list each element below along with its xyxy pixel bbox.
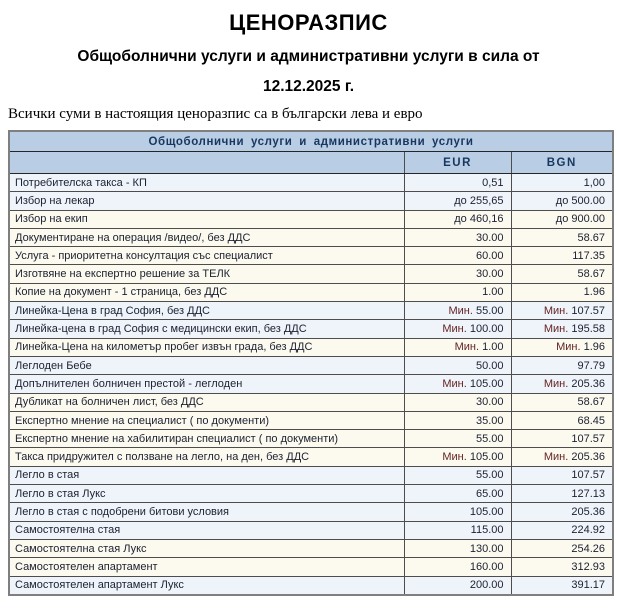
- table-row: [9, 558, 613, 576]
- table-row: [9, 503, 613, 521]
- eur-price-cell: 30.00: [404, 265, 511, 283]
- table-row: [9, 338, 613, 356]
- bgn-price-cell: 97.79: [511, 356, 613, 374]
- eur-price-cell: 160.00: [404, 558, 511, 576]
- bgn-price-cell: 117.35: [511, 247, 613, 265]
- page-title: ЦЕНОРАЗПИС: [229, 10, 388, 35]
- min-prefix: Мин.: [442, 377, 470, 390]
- table-row: [9, 174, 613, 192]
- bgn-price-cell: до 500.00: [511, 192, 613, 210]
- min-prefix: Мин.: [543, 451, 572, 464]
- price-table-body: [9, 174, 613, 595]
- currency-note: Всички суми в настоящия ценоразпис са в български лева и евро: [8, 106, 423, 122]
- eur-price-cell: 55.00: [404, 430, 511, 448]
- table-row: [9, 356, 613, 374]
- service-name-cell: Линейка-Цена на километър пробег извън града, без ДДС: [9, 338, 404, 356]
- service-name-cell: Самостоятелна стая: [9, 521, 404, 539]
- bgn-price-cell: 1,00: [511, 174, 613, 192]
- eur-price-cell: Мин. 105.00: [404, 448, 511, 466]
- eur-price-cell: Мин. 55.00: [404, 302, 511, 320]
- bgn-price-cell: Мин. 107.57: [511, 302, 613, 320]
- eur-price-cell: до 255,65: [404, 192, 511, 210]
- service-name-cell: Легло в стая: [9, 466, 404, 484]
- min-prefix: Мин.: [454, 341, 483, 354]
- service-name-cell: Експертно мнение на специалист ( по документи): [9, 411, 404, 429]
- bgn-price-cell: 391.17: [511, 576, 613, 595]
- eur-price-cell: Мин. 105.00: [404, 375, 511, 393]
- eur-price-cell: Мин. 1.00: [404, 338, 511, 356]
- bgn-price-cell: 58.67: [511, 393, 613, 411]
- document-header: [0, 0, 617, 96]
- table-row: [9, 320, 613, 338]
- eur-price-cell: 50.00: [404, 356, 511, 374]
- bgn-price-cell: Мин. 205.36: [511, 375, 613, 393]
- table-section-header-row: [9, 131, 613, 152]
- service-name-cell: Експертно мнение на хабилитиран специалист ( по документи): [9, 430, 404, 448]
- bgn-price-cell: 254.26: [511, 539, 613, 557]
- service-name-cell: Линейка-цена в град София с медицински екип, без ДДС: [9, 320, 404, 338]
- table-row: [9, 576, 613, 595]
- service-name-cell: Копие на документ - 1 страница, без ДДС: [9, 283, 404, 301]
- table-row: [9, 411, 613, 429]
- table-row: [9, 448, 613, 466]
- table-row: [9, 485, 613, 503]
- price-table: [8, 130, 614, 596]
- eur-price-cell: 55.00: [404, 466, 511, 484]
- page-subtitle: Общоболнични услуги и административни услуги в сила от: [77, 48, 540, 65]
- table-row: [9, 521, 613, 539]
- min-prefix: Мин.: [556, 341, 584, 354]
- service-name-cell: Избор на екип: [9, 210, 404, 228]
- eur-price-cell: 130.00: [404, 539, 511, 557]
- bgn-price-cell: до 900.00: [511, 210, 613, 228]
- eur-price-cell: 35.00: [404, 411, 511, 429]
- min-prefix: Мин.: [448, 304, 476, 317]
- service-name-cell: Допълнителен болничен престой - леглоден: [9, 375, 404, 393]
- bgn-price-cell: Мин. 195.58: [511, 320, 613, 338]
- table-row: [9, 430, 613, 448]
- table-row: [9, 192, 613, 210]
- service-name-cell: Потребителска такса - КП: [9, 174, 404, 192]
- effective-date: 12.12.2025 г.: [262, 78, 355, 95]
- table-row: [9, 283, 613, 301]
- service-name-cell: Леглоден Бебе: [9, 356, 404, 374]
- bgn-price-cell: 312.93: [511, 558, 613, 576]
- bgn-price-cell: Мин. 1.96: [511, 338, 613, 356]
- eur-price-cell: 200.00: [404, 576, 511, 595]
- bgn-price-cell: 107.57: [511, 430, 613, 448]
- table-row: [9, 539, 613, 557]
- column-header-bgn: BGN: [511, 152, 613, 174]
- service-name-cell: Легло в стая Лукс: [9, 485, 404, 503]
- min-prefix: Мин.: [442, 323, 470, 336]
- bgn-price-cell: 68.45: [511, 411, 613, 429]
- service-name-cell: Самостоятелен апартамент: [9, 558, 404, 576]
- table-row: [9, 265, 613, 283]
- table-row: [9, 210, 613, 228]
- bgn-price-cell: 205.36: [511, 503, 613, 521]
- service-name-cell: Такса придружител с ползване на легло, на ден, без ДДС: [9, 448, 404, 466]
- table-row: [9, 375, 613, 393]
- eur-price-cell: 60.00: [404, 247, 511, 265]
- eur-price-cell: 115.00: [404, 521, 511, 539]
- bgn-price-cell: 1.96: [511, 283, 613, 301]
- service-name-cell: Услуга - приоритетна консултация със специалист: [9, 247, 404, 265]
- service-name-cell: Линейка-Цена в град София, без ДДС: [9, 302, 404, 320]
- column-header-eur: EUR: [404, 152, 511, 174]
- service-name-cell: Документиране на операция /видео/, без ДДС: [9, 228, 404, 246]
- table-row: [9, 393, 613, 411]
- table-row: [9, 302, 613, 320]
- table-column-header-row: [9, 152, 613, 174]
- table-row: [9, 228, 613, 246]
- service-name-cell: Избор на лекар: [9, 192, 404, 210]
- bgn-price-cell: 58.67: [511, 265, 613, 283]
- bgn-price-cell: Мин. 205.36: [511, 448, 613, 466]
- eur-price-cell: 65.00: [404, 485, 511, 503]
- eur-price-cell: 30.00: [404, 393, 511, 411]
- eur-price-cell: 30.00: [404, 228, 511, 246]
- eur-price-cell: 105.00: [404, 503, 511, 521]
- eur-price-cell: 0,51: [404, 174, 511, 192]
- bgn-price-cell: 127.13: [511, 485, 613, 503]
- min-prefix: Мин.: [543, 377, 572, 390]
- min-prefix: Мин.: [442, 451, 470, 464]
- table-row: [9, 247, 613, 265]
- column-header-service: [9, 152, 404, 174]
- min-prefix: Мин.: [543, 304, 572, 317]
- min-prefix: Мин.: [543, 323, 572, 336]
- service-name-cell: Легло в стая с подобрени битови условия: [9, 503, 404, 521]
- service-name-cell: Самостоятелен апартамент Лукс: [9, 576, 404, 595]
- service-name-cell: Дубликат на болничен лист, без ДДС: [9, 393, 404, 411]
- bgn-price-cell: 107.57: [511, 466, 613, 484]
- table-row: [9, 466, 613, 484]
- service-name-cell: Изготвяне на експертно решение за ТЕЛК: [9, 265, 404, 283]
- bgn-price-cell: 224.92: [511, 521, 613, 539]
- eur-price-cell: 1.00: [404, 283, 511, 301]
- eur-price-cell: Мин. 100.00: [404, 320, 511, 338]
- table-section-title: Общоболнични услуги и административни услуги: [9, 131, 613, 152]
- eur-price-cell: до 460,16: [404, 210, 511, 228]
- service-name-cell: Самостоятелна стая Лукс: [9, 539, 404, 557]
- bgn-price-cell: 58.67: [511, 228, 613, 246]
